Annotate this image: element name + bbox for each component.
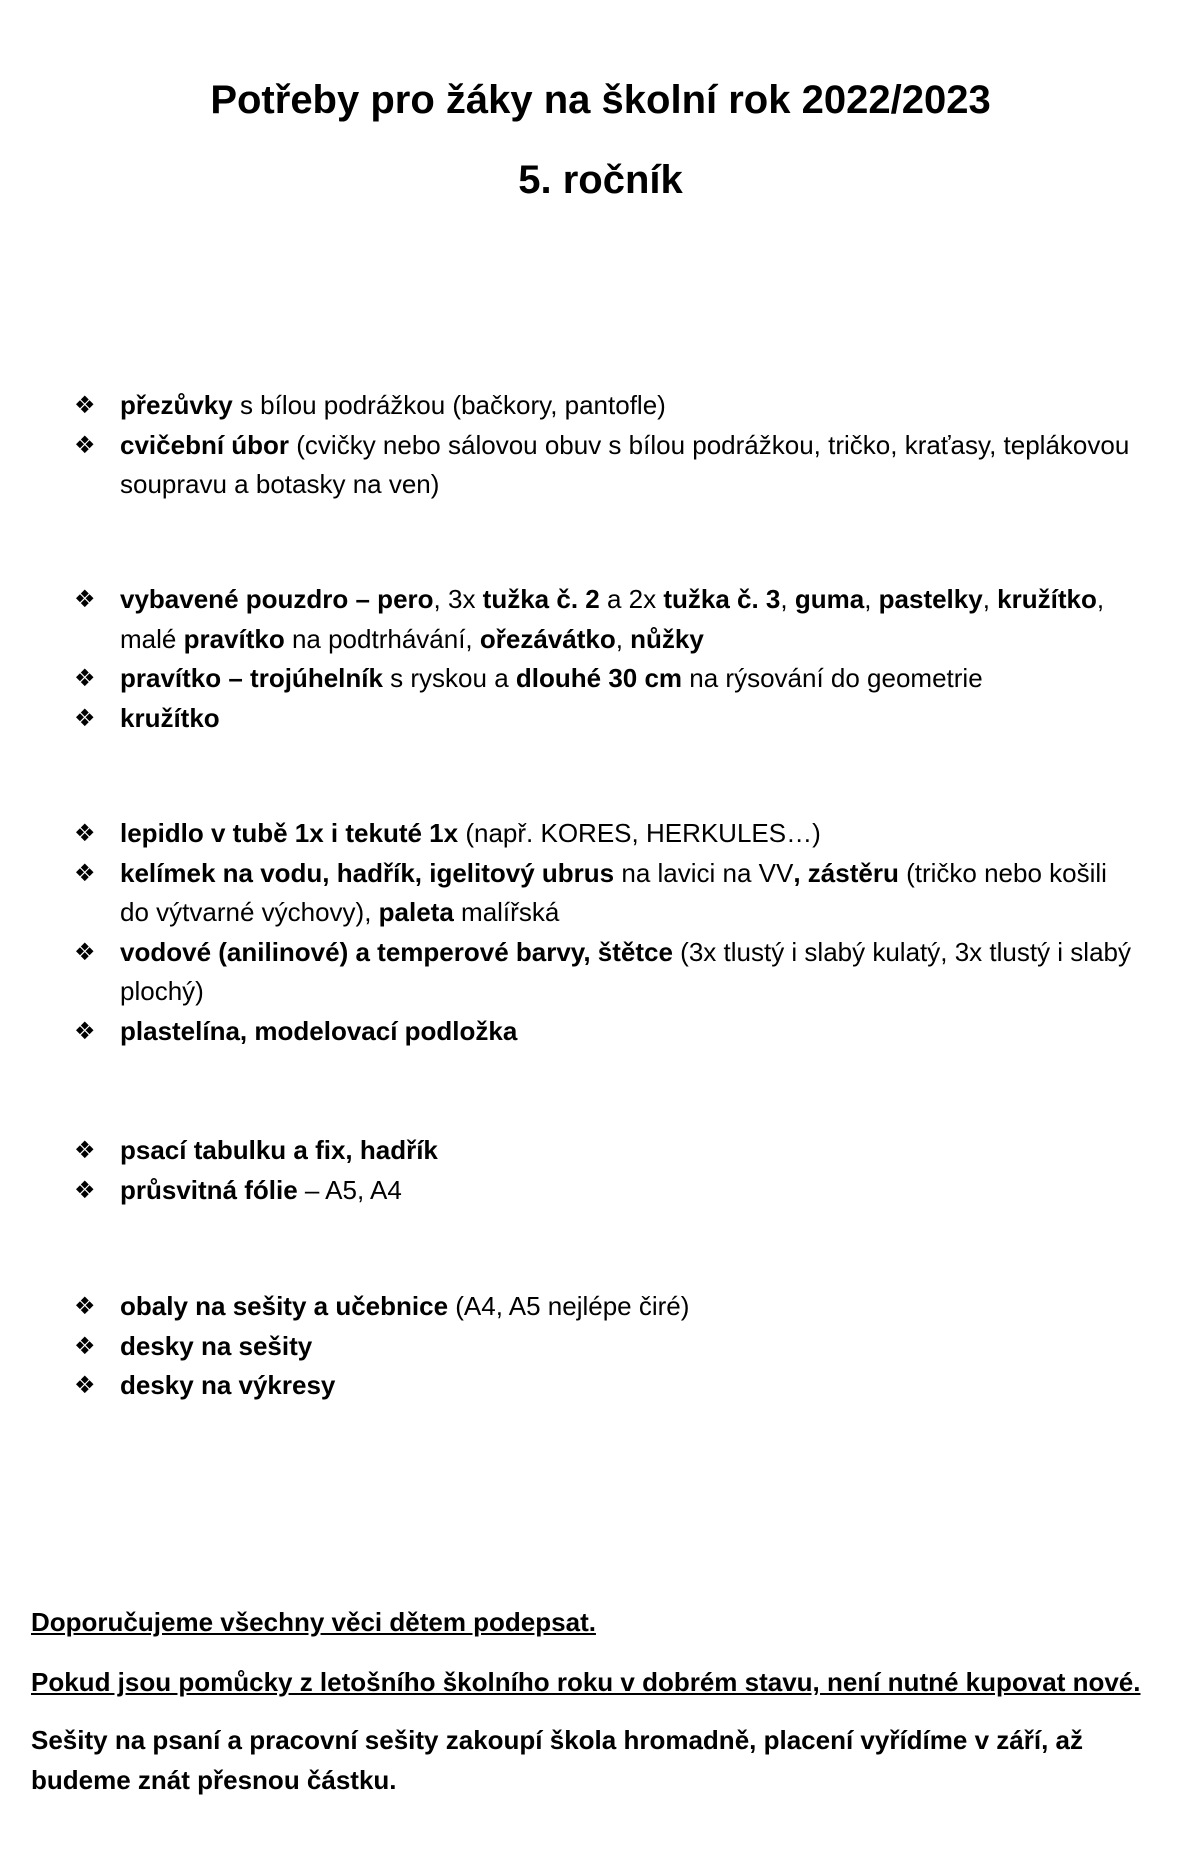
item-text: desky na sešity — [120, 1330, 313, 1361]
item-text: nůžky — [630, 623, 704, 654]
diamond-bullet-icon: ❖ — [74, 820, 96, 847]
diamond-bullet-icon: ❖ — [74, 1137, 96, 1164]
item-text: lepidlo v tubě 1x i tekuté 1x — [120, 818, 459, 848]
page-title: Potřeby pro žáky na školní rok 2022/2023 — [210, 78, 991, 122]
item-text: dlouhé 30 cm — [515, 663, 683, 693]
diamond-bullet-icon: ❖ — [74, 1176, 96, 1204]
item-text: (3x tlustý i slabý kulatý, 3x tlustý i slabý plochý) — [120, 936, 1131, 1006]
list-item — [74, 814, 1134, 854]
item-text: (A4, A5 nejlépe čiré) — [448, 1291, 690, 1321]
diamond-bullet-icon: ❖ — [74, 586, 96, 613]
diamond-bullet-icon: ❖ — [74, 392, 96, 419]
item-text: , — [982, 584, 998, 614]
list-item — [74, 386, 1134, 426]
item-text: (např. KORES, HERKULES…) — [458, 818, 821, 848]
list-item — [74, 1131, 1134, 1171]
list-item — [74, 659, 1134, 699]
item-text: kelímek na vodu, hadřík, igelitový ubrus — [120, 857, 615, 888]
item-text: vodové (anilinové) a temperové barvy, štětce — [120, 936, 673, 967]
list-item — [74, 699, 1134, 739]
item-text: , — [780, 584, 795, 614]
list-item — [74, 1366, 1134, 1406]
item-text: pastelky — [878, 584, 983, 614]
item-text: přezůvky — [120, 390, 233, 420]
item-text: (cvičky nebo sálovou obuv s bílou podrážkou, tričko, kraťasy, teplákovou soupravu a botasky na ven) — [120, 429, 1130, 499]
item-text: , malé — [120, 584, 1105, 654]
item-text: (tričko nebo košili do výtvarné výchovy), — [120, 857, 1107, 927]
item-text: , 3x — [433, 584, 483, 614]
item-text: paleta — [378, 897, 454, 927]
diamond-bullet-icon: ❖ — [74, 665, 96, 692]
item-text: na rýsování do geometrie — [682, 663, 983, 693]
item-text: s bílou podrážkou (bačkory, pantofle) — [232, 390, 666, 420]
list-item — [74, 426, 1134, 505]
item-text: , — [864, 584, 879, 614]
item-text: průsvitná fólie — [120, 1174, 298, 1205]
diamond-bullet-icon: ❖ — [74, 1017, 96, 1045]
item-text: obaly na sešity a učebnice — [120, 1291, 449, 1321]
item-text: tužka č. 2 — [482, 584, 600, 614]
item-text: malířská — [453, 897, 560, 927]
item-text: pravítko — [183, 623, 285, 654]
list-group-writing-board — [74, 1131, 1134, 1210]
list-item — [74, 1012, 1134, 1052]
list-group-art-supplies — [74, 814, 1134, 1051]
diamond-bullet-icon: ❖ — [74, 859, 96, 887]
list-item — [74, 1171, 1134, 1211]
item-text: psací tabulku a fix, hadřík — [120, 1135, 438, 1165]
item-text: kružítko — [120, 702, 220, 733]
item-text: pravítko – trojúhelník — [120, 663, 383, 693]
note-sign-items: Doporučujeme všechny věci dětem podepsat. — [31, 1607, 596, 1637]
item-text: cvičební úbor — [120, 429, 290, 460]
list-group-pencil-case — [74, 580, 1134, 738]
item-text: a 2x — [599, 584, 664, 614]
diamond-bullet-icon: ❖ — [74, 431, 96, 459]
list-item — [74, 854, 1134, 933]
note-workbooks-payment: Sešity na psaní a pracovní sešity zakoupí škola hromadně, placení vyřídíme v září, až budeme znát přesnou částku. — [31, 1725, 1083, 1795]
item-text: – A5, A4 — [297, 1174, 402, 1205]
list-item — [74, 1327, 1134, 1367]
item-text: , — [615, 623, 631, 654]
list-item — [74, 580, 1134, 659]
item-text: vybavené pouzdro – pero — [120, 584, 434, 614]
list-item — [74, 1287, 1134, 1327]
item-text: kružítko — [997, 584, 1097, 614]
list-group-covers — [74, 1287, 1134, 1406]
diamond-bullet-icon: ❖ — [74, 1372, 96, 1399]
list-group-clothing — [74, 386, 1134, 505]
diamond-bullet-icon: ❖ — [74, 1332, 96, 1360]
list-item — [74, 933, 1134, 1012]
item-text: na podtrhávání, — [284, 623, 480, 654]
item-text: na lavici na VV — [614, 857, 794, 888]
note-reuse-supplies: Pokud jsou pomůcky z letošního školního roku v dobrém stavu, není nutné kupovat nové. — [31, 1667, 1141, 1697]
item-text: desky na výkresy — [120, 1370, 336, 1400]
item-text: s ryskou a — [382, 663, 516, 693]
item-text: guma — [794, 584, 865, 614]
grade-subtitle: 5. ročník — [518, 158, 683, 202]
item-text: ořezávátko — [479, 623, 616, 654]
item-text: plastelína, modelovací podložka — [120, 1015, 518, 1046]
diamond-bullet-icon: ❖ — [74, 938, 96, 966]
diamond-bullet-icon: ❖ — [74, 704, 96, 732]
diamond-bullet-icon: ❖ — [74, 1293, 96, 1320]
item-text: , zástěru — [793, 857, 899, 888]
item-text: tužka č. 3 — [663, 584, 781, 614]
